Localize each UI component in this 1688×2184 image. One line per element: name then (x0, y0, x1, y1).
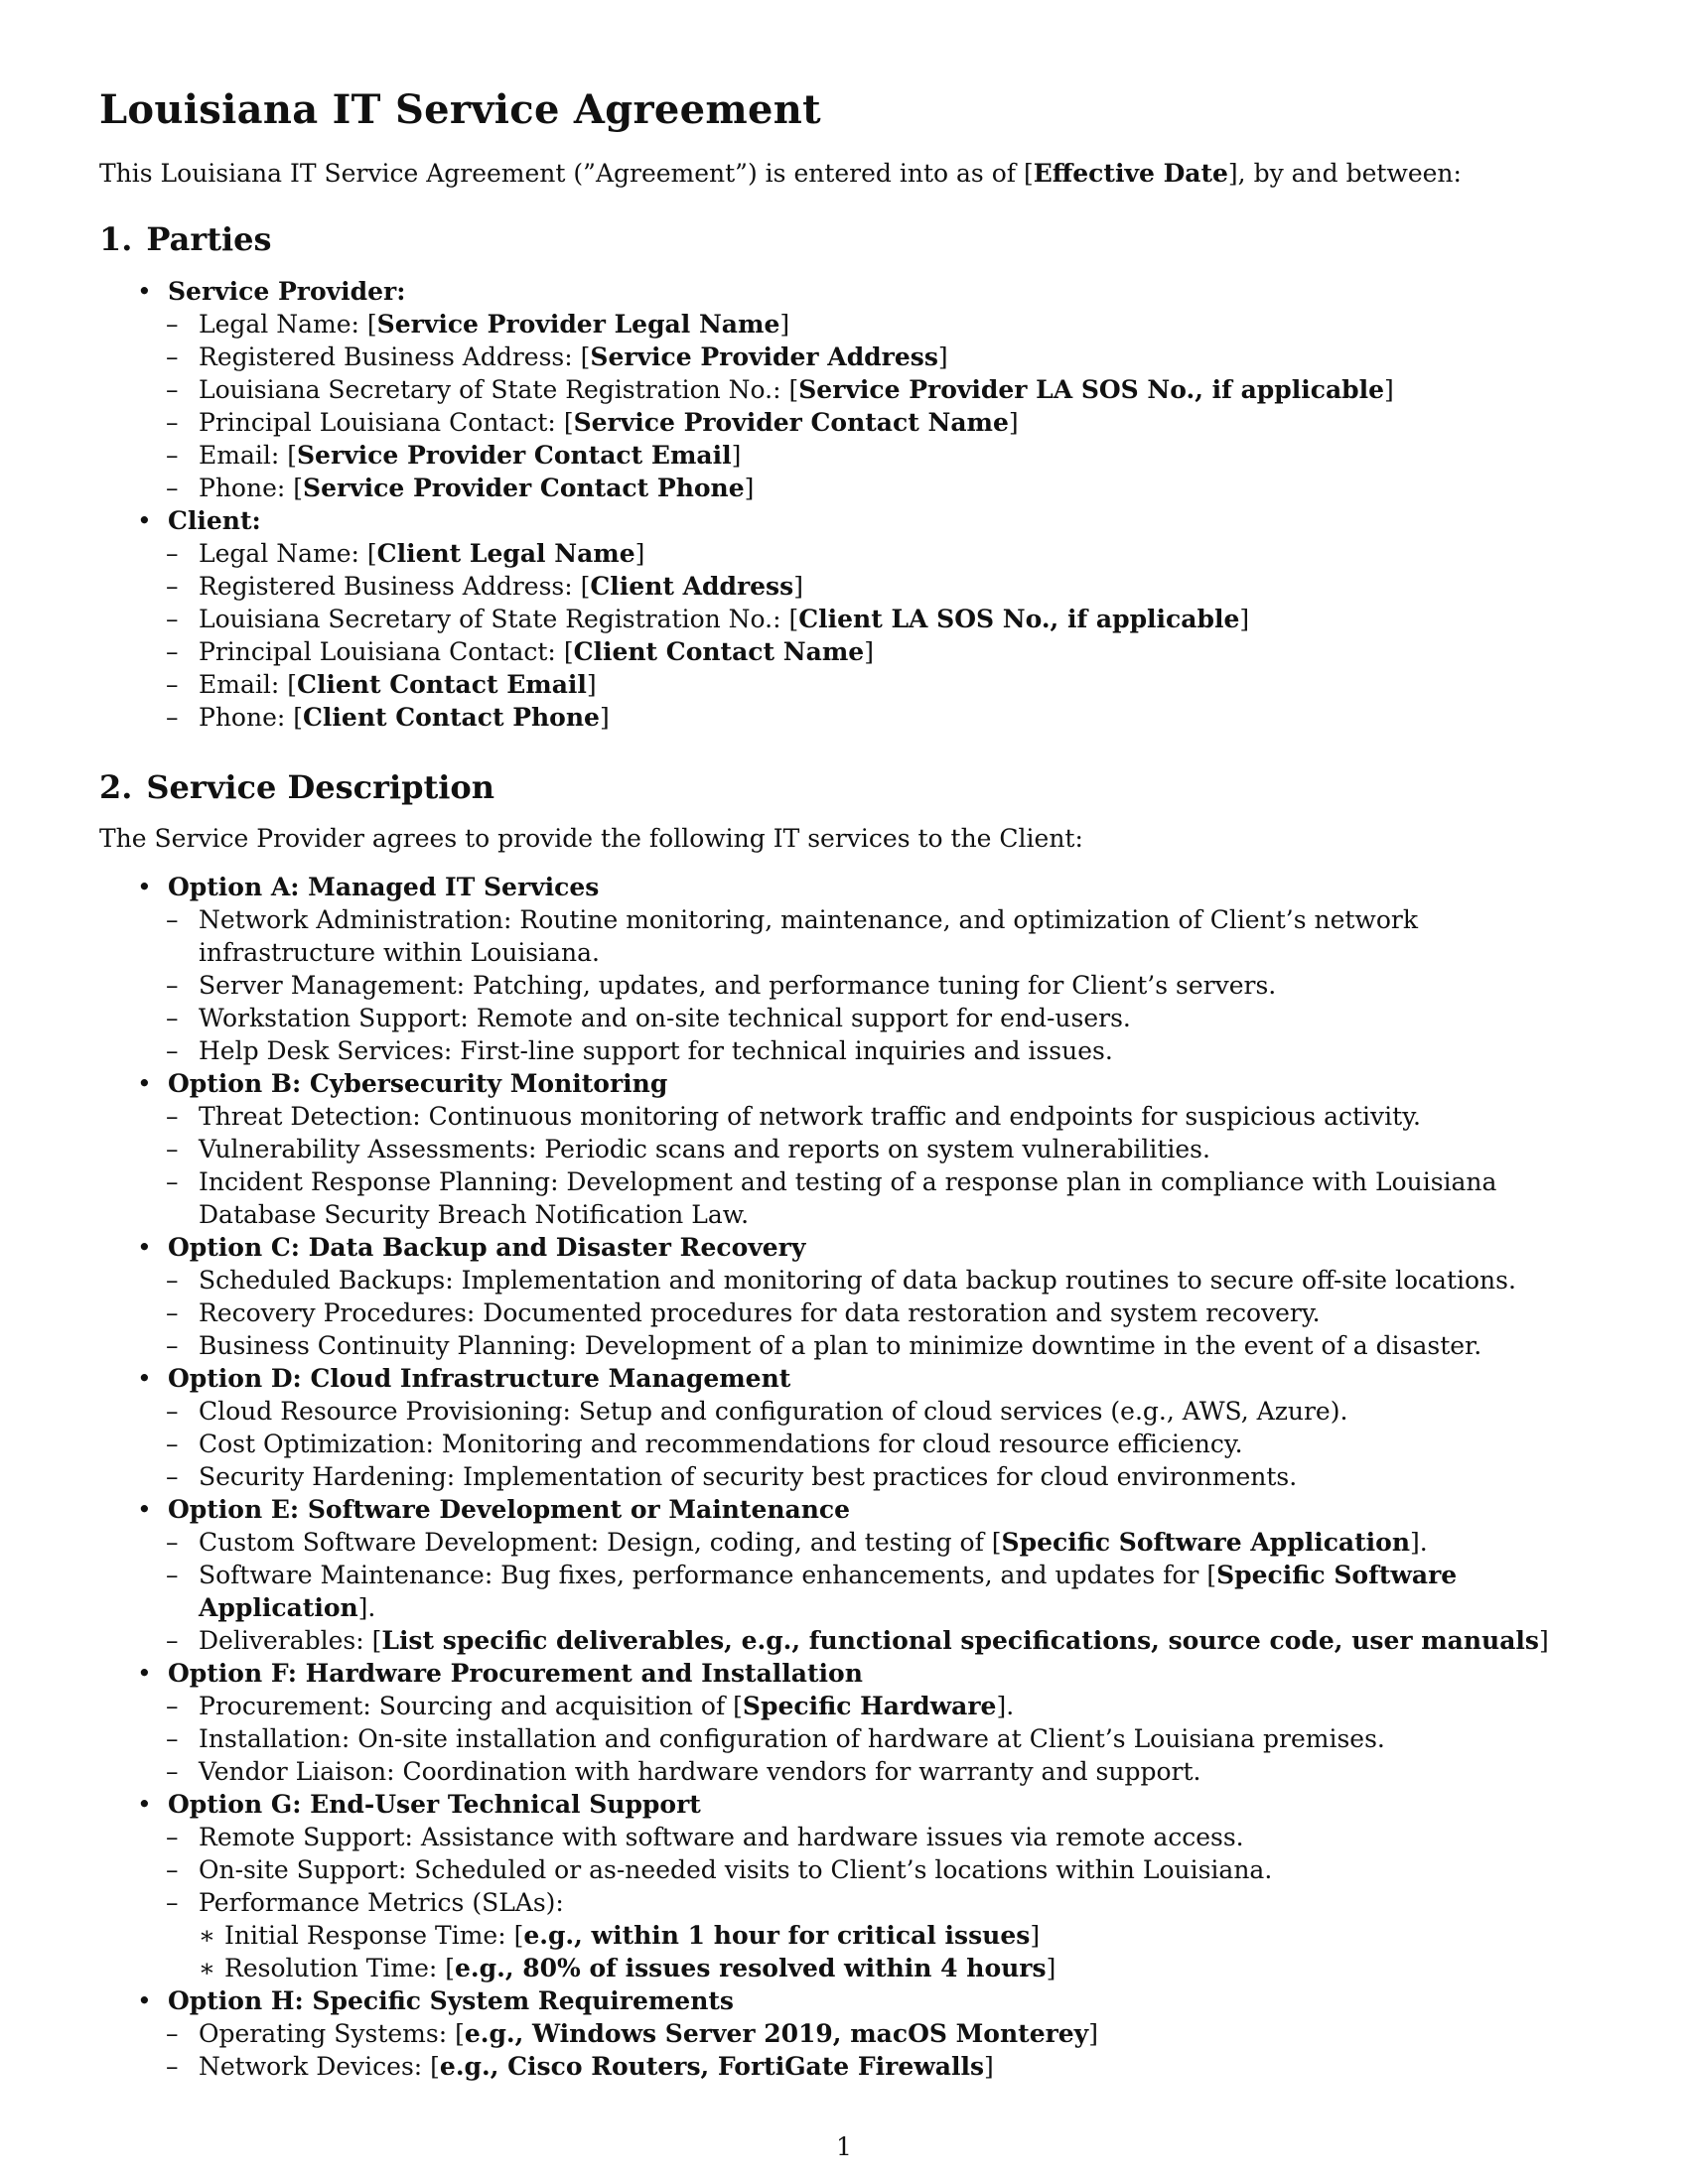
item-text: Vendor Liaison: Coordination with hardware vendors for warranty and support. (199, 1757, 1201, 1787)
intro-text-end: ], by and between: (1227, 159, 1462, 188)
option-item (138, 1886, 1599, 1984)
party-fields (168, 537, 1599, 734)
option-subitem (169, 1952, 1599, 1984)
field-placeholder: Client Address (590, 571, 794, 601)
field-label: Legal Name: (199, 309, 367, 339)
field-label: Legal Name: (199, 538, 367, 568)
option-item (138, 1559, 1599, 1624)
option-item (138, 2017, 1599, 2050)
field-placeholder: Service Provider Legal Name (376, 309, 780, 339)
option-items (168, 1395, 1599, 1493)
party-field: – Registered Business Address: [Client Address] (138, 570, 1599, 603)
field-placeholder: Service Provider Address (590, 341, 938, 371)
party-service-provider (99, 275, 1599, 504)
item-placeholder: Specific Hardware (742, 1692, 997, 1721)
field-placeholder: Service Provider LA SOS No., if applicable (798, 374, 1385, 404)
document-title: Louisiana IT Service Agreement (99, 86, 821, 133)
item-text: Cost Optimization: Monitoring and recommendations for cloud resource efficiency. (199, 1430, 1243, 1459)
option-item (138, 2050, 1599, 2083)
item-text: Threat Detection: Continuous monitoring of network traffic and endpoints for suspicious activity. (199, 1102, 1421, 1132)
item-placeholder: e.g., Windows Server 2019, macOS Monterey (464, 2019, 1089, 2049)
field-placeholder: Service Provider Contact Name (573, 407, 1009, 437)
party-field: – Email: [Client Contact Email] (138, 668, 1599, 701)
party-client (99, 504, 1599, 734)
item-text: Server Management: Patching, updates, and performance tuning for Client’s servers. (199, 971, 1277, 1001)
option-item (138, 1460, 1599, 1493)
field-label: Email: (199, 669, 288, 699)
field-label: Email: (199, 440, 288, 470)
field-label: Phone: (199, 473, 294, 502)
option-item (138, 1395, 1599, 1428)
item-text: Resolution Time: [ (224, 1954, 456, 1983)
field-placeholder: Client LA SOS No., if applicable (798, 604, 1240, 633)
item-text: Network Administration: Routine monitoring, maintenance, and optimization of Client’s network infrastructure within Louisiana. (199, 905, 1418, 968)
item-text: Scheduled Backups: Implementation and monitoring of data backup routines to secure off-site locations. (199, 1266, 1516, 1296)
item-text: On-site Support: Scheduled or as-needed visits to Client’s locations within Louisiana. (199, 1855, 1273, 1885)
service-option (99, 1657, 1599, 1788)
item-text: Procurement: Sourcing and acquisition of [ (199, 1692, 743, 1721)
option-items (168, 2017, 1599, 2083)
item-text-end: ]. (357, 1593, 376, 1623)
item-text-end: ] (1030, 1921, 1041, 1951)
item-text: Cloud Resource Provisioning: Setup and configuration of cloud services (e.g., AWS, Azure). (199, 1397, 1348, 1427)
option-heading: Option H: Specific System Requirements (168, 1986, 735, 2016)
option-item (138, 1755, 1599, 1788)
option-item (138, 1853, 1599, 1886)
item-text: Incident Response Planning: Development and testing of a response plan in compliance with Louisiana Database Security Breach Notification Law. (199, 1167, 1497, 1230)
option-heading: Option F: Hardware Procurement and Installation (168, 1659, 863, 1689)
item-text: Remote Support: Assistance with software and hardware issues via remote access. (199, 1823, 1244, 1852)
option-heading: Option B: Cybersecurity Monitoring (168, 1069, 668, 1099)
field-placeholder: Client Legal Name (376, 538, 635, 568)
field-placeholder: Client Contact Name (573, 636, 865, 666)
item-text-end: ] (1539, 1626, 1549, 1656)
option-item (138, 1821, 1599, 1853)
section-number: 2. (99, 767, 133, 806)
option-heading: Option D: Cloud Infrastructure Management (168, 1364, 791, 1394)
item-text: Software Maintenance: Bug fixes, performance enhancements, and updates for [ (199, 1561, 1217, 1590)
field-placeholder: Service Provider Contact Email (297, 440, 732, 470)
option-item (138, 1297, 1599, 1329)
service-option (99, 1067, 1599, 1231)
service-option (99, 871, 1599, 1067)
field-label: Louisiana Secretary of State Registration No.: (199, 604, 789, 633)
effective-date-placeholder: Effective Date (1033, 159, 1228, 188)
item-text: Network Devices: [ (199, 2052, 440, 2082)
field-label: Phone: (199, 702, 294, 732)
party-field: – Phone: [Service Provider Contact Phone] (138, 472, 1599, 504)
item-text: Vulnerability Assessments: Periodic scans and reports on system vulnerabilities. (199, 1135, 1210, 1164)
field-placeholder: Client Contact Phone (303, 702, 600, 732)
option-subitem (169, 1919, 1599, 1952)
party-field: – Legal Name: [Service Provider Legal Name] (138, 308, 1599, 341)
option-heading: Option C: Data Backup and Disaster Recovery (168, 1233, 806, 1263)
option-items (168, 1264, 1599, 1362)
option-item (138, 1526, 1599, 1559)
section-title: Parties (146, 220, 272, 258)
service-option (99, 1788, 1599, 1984)
item-text: Initial Response Time: [ (224, 1921, 524, 1951)
item-placeholder: e.g., 80% of issues resolved within 4 hours (455, 1954, 1047, 1983)
option-item (138, 1722, 1599, 1755)
party-field: – Registered Business Address: [Service Provider Address] (138, 341, 1599, 373)
option-item (138, 1165, 1599, 1231)
item-text-end: ]. (1410, 1528, 1428, 1558)
section-heading-service-description (99, 767, 1599, 809)
service-options-list (99, 871, 1599, 2083)
option-item (138, 1329, 1599, 1362)
section-number: 1. (99, 220, 133, 258)
party-heading: Client: (168, 505, 261, 535)
field-placeholder: Client Contact Email (297, 669, 587, 699)
party-fields (168, 308, 1599, 504)
party-field: – Phone: [Client Contact Phone] (138, 701, 1599, 734)
option-heading: Option A: Managed IT Services (168, 873, 600, 902)
service-option (99, 1231, 1599, 1362)
field-placeholder: Service Provider Contact Phone (303, 473, 745, 502)
item-text: Help Desk Services: First-line support for technical inquiries and issues. (199, 1036, 1113, 1066)
field-label: Registered Business Address: (199, 341, 581, 371)
item-text: Deliverables: [ (199, 1626, 382, 1656)
item-text: Recovery Procedures: Documented procedures for data restoration and system recovery. (199, 1298, 1321, 1328)
item-text-end: ] (984, 2052, 994, 2082)
party-field: – Legal Name: [Client Legal Name] (138, 537, 1599, 570)
intro-text: This Louisiana IT Service Agreement (”Agreement”) is entered into as of [ (99, 159, 1034, 188)
parties-list (99, 275, 1599, 734)
party-heading: Service Provider: (168, 276, 406, 306)
field-label: Principal Louisiana Contact: (199, 636, 564, 666)
option-heading: Option E: Software Development or Maintenance (168, 1495, 851, 1525)
item-text: Installation: On-site installation and configuration of hardware at Client’s Louisiana premises. (199, 1724, 1385, 1754)
option-item (138, 903, 1599, 969)
item-text: Business Continuity Planning: Development of a plan to minimize downtime in the event of a disaster. (199, 1331, 1482, 1361)
option-item (138, 1624, 1599, 1657)
service-option (99, 1984, 1599, 2083)
item-placeholder: List specific deliverables, e.g., functional specifications, source code, user manuals (381, 1626, 1539, 1656)
section-title: Service Description (146, 767, 495, 806)
item-text: Custom Software Development: Design, coding, and testing of [ (199, 1528, 1002, 1558)
option-item (138, 1133, 1599, 1165)
field-label: Registered Business Address: (199, 571, 581, 601)
option-item (138, 1034, 1599, 1067)
option-subitems (199, 1919, 1599, 1984)
item-placeholder: e.g., within 1 hour for critical issues (523, 1921, 1031, 1951)
field-label: Principal Louisiana Contact: (199, 407, 564, 437)
field-label: Louisiana Secretary of State Registration No.: (199, 374, 789, 404)
item-placeholder: Specific Software Application (1001, 1528, 1411, 1558)
option-items (168, 903, 1599, 1067)
item-placeholder: e.g., Cisco Routers, FortiGate Firewalls (439, 2052, 985, 2082)
item-text-end: ] (1046, 1954, 1056, 1983)
option-items (168, 1821, 1599, 1984)
option-item (138, 969, 1599, 1002)
page-number: 1 (836, 2132, 852, 2161)
item-text-end: ] (1088, 2019, 1098, 2049)
option-items (168, 1690, 1599, 1788)
service-lead-paragraph: The Service Provider agrees to provide the following IT services to the Client: (99, 824, 1083, 854)
option-item (138, 1428, 1599, 1460)
item-text: Security Hardening: Implementation of security best practices for cloud environments. (199, 1462, 1298, 1492)
item-text: Operating Systems: [ (199, 2019, 465, 2049)
option-heading: Option G: End-User Technical Support (168, 1790, 701, 1820)
item-text: Performance Metrics (SLAs): (199, 1888, 564, 1918)
party-field: – Principal Louisiana Contact: [Service Provider Contact Name] (138, 406, 1599, 439)
party-field: – Louisiana Secretary of State Registration No.: [Client LA SOS No., if applicable] (138, 603, 1599, 635)
service-option (99, 1493, 1599, 1657)
option-item (138, 1690, 1599, 1722)
item-text: Workstation Support: Remote and on-site technical support for end-users. (199, 1004, 1131, 1033)
party-field: – Louisiana Secretary of State Registration No.: [Service Provider LA SOS No., if applicable] (138, 373, 1599, 406)
item-placeholder: Specific Software Application (199, 1561, 1458, 1623)
intro-paragraph (99, 157, 1599, 190)
option-items (168, 1100, 1599, 1231)
item-text-end: ]. (996, 1692, 1015, 1721)
party-field: – Email: [Service Provider Contact Email] (138, 439, 1599, 472)
option-item (138, 1100, 1599, 1133)
option-items (168, 1526, 1599, 1657)
option-item (138, 1264, 1599, 1297)
option-item (138, 1002, 1599, 1034)
document-page (99, 85, 1599, 2083)
section-heading-parties (99, 219, 1599, 261)
party-field: – Principal Louisiana Contact: [Client Contact Name] (138, 635, 1599, 668)
service-option (99, 1362, 1599, 1493)
